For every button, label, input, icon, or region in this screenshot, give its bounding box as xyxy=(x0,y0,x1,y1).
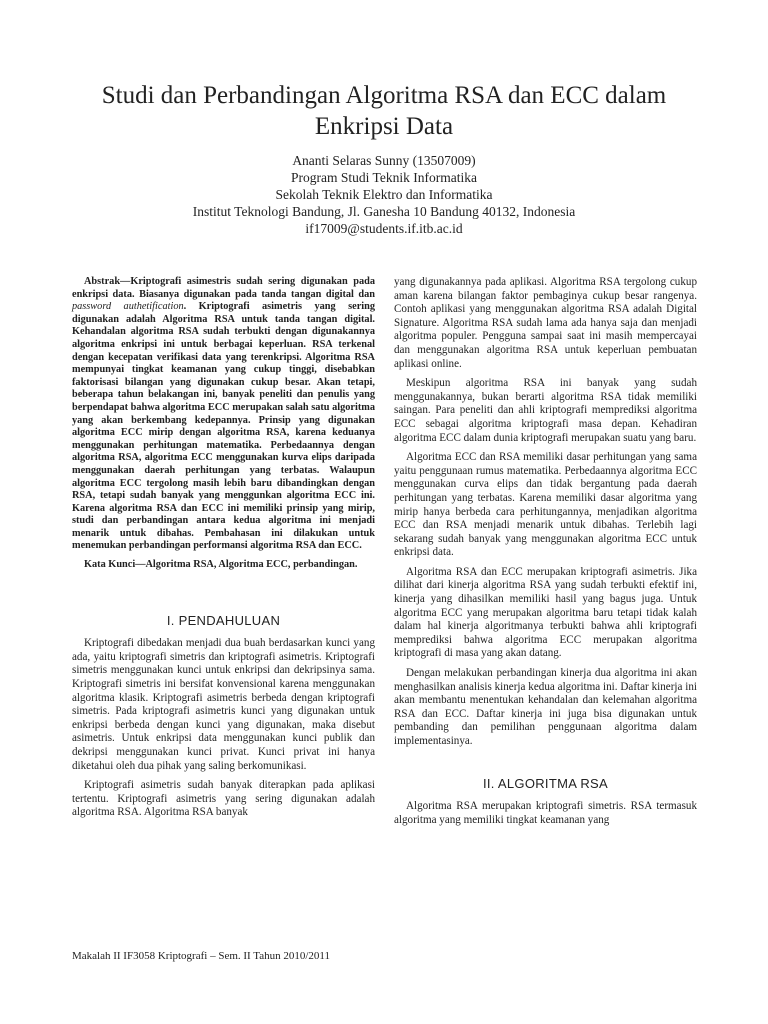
abstract-text-2: . Kriptografi asimetris yang sering digunakan adalah Algoritma RSA untuk tanda tangan digital. Kehandalan algoritma RSA sudah terbukti dengan digunakannya algoritma enkripsi ini untuk berbagai keperluan. RSA terkenal dengan kecepatan verifikasi data yang terenkripsi. Algoritma RSA mempunyai tingkat keamanan yang cukup tinggi, disebabkan faktorisasi bilangan yang digunakan cukup besar. Akan tetapi, beberapa tahun belakangan ini, banyak peneliti dan penulis yang berpendapat bahwa algoritma ECC merupakan salah satu algoritma yang akan berkembang kedepannya. Prinsip yang digunakan algoritma ECC mirip dengan algoritma RSA, karena keduanya menggunakan perhitungan matematika. Perbedaannya dengan algoritma RSA, algoritma ECC menggunakan kurva elips daripada menggunakan daerah perhitungan yang terbatas. Walaupun algoritma ECC tergolong masih lebih baru dibandingkan dengan RSA, tetapi sudah banyak yang menggunkan algoritma ECC ini. Karena algoritma RSA dan ECC ini memiliki prinsip yang mirip, studi dan perbandingan antara kedua algoritma ini menjadi menarik untuk dibahas. Pembahasan ini dilakukan untuk menemukan perbandingan performansi algoritma RSA dan ECC. xyxy=(72,301,376,552)
left-column xyxy=(72,276,375,826)
abstract-text-1: Abstrak—Kriptografi asimestris sudah sering digunakan pada enkripsi data. Biasanya digunakan pada tanda tangan digital dan xyxy=(72,276,375,300)
right-column xyxy=(394,276,697,833)
page-footer: Makalah II IF3058 Kriptografi – Sem. II Tahun 2010/2011 xyxy=(72,950,330,962)
section-heading-algoritma-rsa: II. ALGORITMA RSA xyxy=(482,775,609,791)
author-institute: Institut Teknologi Bandung, Jl. Ganesha 10 Bandung 40132, Indonesia xyxy=(192,204,576,219)
author-school: Sekolah Teknik Elektro dan Informatika xyxy=(275,187,493,202)
section1-paragraph-2-continued: yang digunakannya pada aplikasi. Algoritma RSA tergolong cukup aman karena bilangan faktor pembaginya cukup besar rangenya. Contoh aplikasi yang menggunakan algoritma RSA adalah Digital Signature. Algoritma RSA sudah lama ada hanya saja dan menjadi algoritma populer. Pengguna sampai saat ini masih mempercayai dan menggunakan algoritma RSA untuk keperluan pembuatan aplikasi online. xyxy=(394,276,697,370)
paper-title: Studi dan Perbandingan Algoritma RSA dan ECC dalam Enkripsi Data xyxy=(101,82,667,140)
author-program: Program Studi Teknik Informatika xyxy=(291,170,477,185)
abstract xyxy=(72,276,375,553)
section1-paragraph-2: Kriptografi asimetris sudah banyak diterapkan pada aplikasi tertentu. Kriptografi asimetris yang sering digunakan adalah algoritma RSA. Algoritma RSA banyak xyxy=(72,779,375,819)
section1-paragraph-6: Dengan melakukan perbandingan kinerja dua algoritma ini akan menghasilkan analisis kinerja kedua algoritma ini. Daftar kinerja ini akan membantu menentukan kehandalan dan kelemahan algoritma RSA dan ECC. Daftar kinerja ini juga bisa digunakan untuk pembanding dan pemilihan penggunaan algoritma dalam implementasinya. xyxy=(394,667,697,747)
abstract-italic-term: password authetification xyxy=(72,301,184,313)
author-block xyxy=(60,152,708,237)
author-name: Ananti Selaras Sunny (13507009) xyxy=(292,153,476,168)
section1-paragraph-3: Meskipun algoritma RSA ini banyak yang sudah menggunakannya, bukan berarti algoritma RSA tidak memiliki saingan. Para peneliti dan ahli kriptografi memprediksi algoritma ECC sebagai algoritma kriptografi masa depan. Kehadiran algoritma ECC dalam dunia kriptografi merupakan suatu yang baru. xyxy=(394,377,697,444)
author-email: if17009@students.if.itb.ac.id xyxy=(305,221,463,236)
section2-paragraph-1: Algoritma RSA merupakan kriptografi simetris. RSA termasuk algoritma yang memiliki tingkat keamanan yang xyxy=(394,800,697,826)
section1-paragraph-4: Algoritma ECC dan RSA memiliki dasar perhitungan yang sama yaitu penggunaan rumus matematika. Perbedaannya algoritma ECC menggunakan curva elips dan tidak bergantung pada daerah perhitungan yang terbatas. Karena memiliki dasar algoritma yang mirip hanya berbeda cara perhitungannya, menjadikan algoritma ECC dan RSA menjadi menarik untuk dibahas. Terlebih lagi sekarang sudah banyak yang menggunakan algoritma ECC untuk enkripsi data. xyxy=(394,451,697,559)
keywords: Kata Kunci—Algoritma RSA, Algoritma ECC, perbandingan. xyxy=(84,559,358,571)
section1-paragraph-5: Algoritma RSA dan ECC merupakan kriptografi asimetris. Jika dilihat dari kinerja algoritma RSA yang sudah terbukti efektif ini, kinerja yang dihasilkan memiliki hasil yang bagus juga. Untuk algoritma ECC yang merupakan algoritma baru tetapi tidak kalah dalam hal kinerja algoritmanya terbukti bahwa ahli kriptografi memprediksi bahwa algoritma ECC merupakan algoritma kriptografi di masa yang akan datang. xyxy=(394,565,697,660)
section1-paragraph-1: Kriptografi dibedakan menjadi dua buah berdasarkan kunci yang ada, yaitu kriptografi simetris dan kriptografi asimetris. Kriptografi simetris menggunakan kunci untuk enkripsi dan dekripsinya sama. Kriptografi simetris ini bersifat konvensional karena menggunakan algoritma klasik. Kriptografi asimetris berbeda dengan kriptografi simetris. Pada kriptografi asimetris kunci yang digunakan untuk enkripsi berbeda dengan kunci yang digunakan, maka disebut asimetris. Untuk enkripsi data menggunakan kunci publik dan dekripsi menggunakan kunci privat. Kunci privat ini hanya diketahui oleh dua pihak yang saling berkomunikasi. xyxy=(72,637,375,772)
section-heading-pendahuluan: I. PENDAHULUAN xyxy=(166,612,281,628)
